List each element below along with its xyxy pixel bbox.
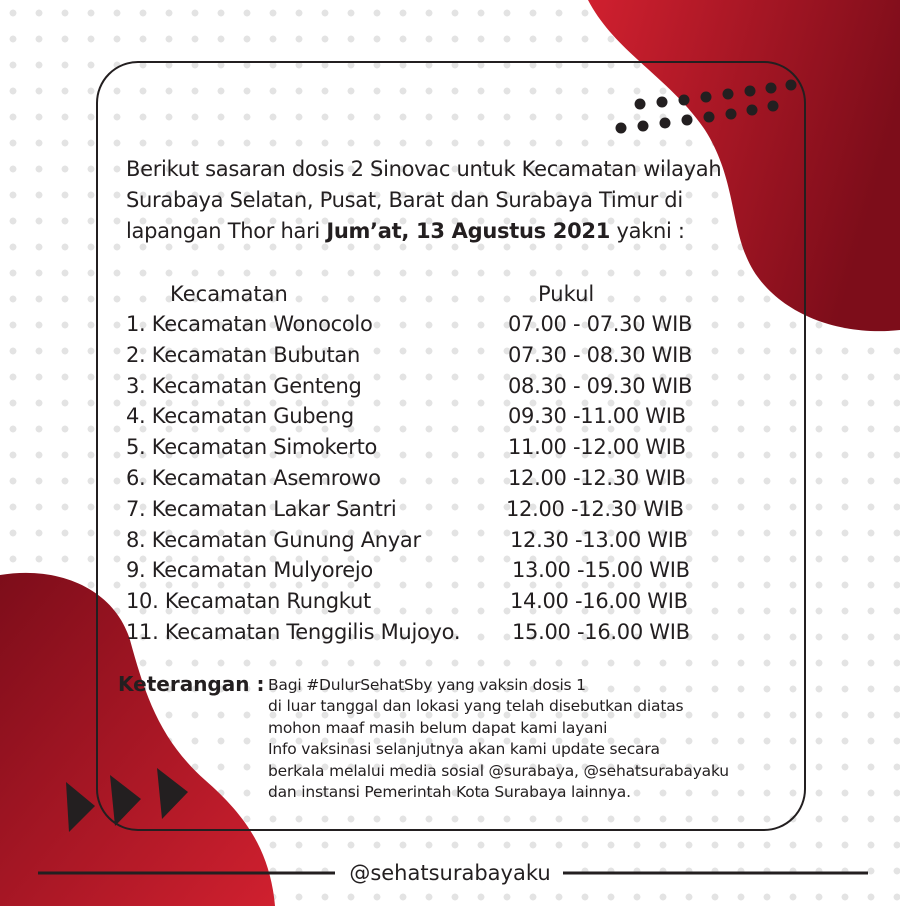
kecamatan-name: 10. Kecamatan Rungkut: [126, 589, 371, 614]
column-header-kecamatan: Kecamatan: [170, 282, 288, 306]
table-row: [126, 401, 746, 432]
time-slot: 07.30 - 08.30 WIB: [508, 342, 693, 367]
time-slot: 14.00 -16.00 WIB: [510, 589, 688, 614]
footer-handle-text: @sehatsurabayaku: [337, 861, 562, 885]
note-line: Info vaksinasi selanjutnya akan kami update secara: [268, 740, 660, 759]
table-row: [126, 555, 746, 586]
table-row: [126, 586, 746, 617]
time-slot: 07.00 - 07.30 WIB: [508, 312, 693, 336]
time-slot: 12.00 -12.30 WIB: [508, 466, 686, 490]
note-line: di luar tanggal dan lokasi yang telah disebutkan diatas: [268, 697, 684, 716]
kecamatan-name: 6. Kecamatan Asemrowo: [126, 466, 381, 490]
table-row: [126, 432, 746, 463]
kecamatan-name: 8. Kecamatan Gunung Anyar: [126, 527, 421, 552]
kecamatan-name: 1. Kecamatan Wonocolo: [126, 312, 373, 336]
kecamatan-name: 2. Kecamatan Bubutan: [126, 342, 360, 367]
table-row: [126, 525, 746, 556]
time-slot: 12.30 -13.00 WIB: [510, 527, 688, 552]
intro-paragraph: [126, 154, 766, 247]
intro-date: Jum’at, 13 Agustus 2021: [326, 219, 611, 243]
column-header-pukul: Pukul: [538, 282, 595, 306]
kecamatan-name: 11. Kecamatan Tenggilis Mujoyo.: [126, 620, 461, 644]
time-slot: 12.00 -12.30 WIB: [506, 496, 684, 521]
time-slot: 09.30 -11.00 WIB: [508, 404, 686, 429]
kecamatan-name: 7. Kecamatan Lakar Santri: [126, 496, 397, 521]
table-row: [126, 463, 746, 494]
note-line: dan instansi Pemerintah Kota Surabaya lainnya.: [268, 783, 631, 802]
note-line: Bagi #DulurSehatSby yang vaksin dosis 1: [268, 676, 586, 694]
time-slot: 08.30 - 09.30 WIB: [508, 373, 693, 398]
kecamatan-name: 5. Kecamatan Simokerto: [126, 435, 378, 460]
intro-text-end: yakni :: [610, 219, 685, 243]
table-row: [126, 309, 746, 340]
time-slot: 11.00 -12.00 WIB: [508, 435, 686, 460]
note-line: mohon maaf masih belum dapat kami layani: [268, 718, 608, 737]
time-slot: 15.00 -16.00 WIB: [512, 620, 690, 644]
kecamatan-name: 3. Kecamatan Genteng: [126, 373, 362, 398]
footer-handle: [0, 858, 900, 888]
table-row: [126, 340, 746, 371]
table-row: [126, 617, 746, 648]
note-label: Keterangan :: [118, 672, 265, 696]
kecamatan-name: 4. Kecamatan Gubeng: [126, 404, 354, 429]
table-row: [126, 371, 746, 402]
kecamatan-name: 9. Kecamatan Mulyorejo: [126, 558, 373, 583]
intro-text: Berikut sasaran dosis 2 Sinovac untuk Kecamatan wilayah Surabaya Selatan, Pusat, Barat dan Surabaya Timur di lapangan Thor hari: [126, 157, 722, 243]
table-row: [126, 494, 746, 525]
note-text: [268, 675, 788, 803]
time-slot: 13.00 -15.00 WIB: [512, 558, 690, 583]
note-line: berkala melalui media sosial @surabaya, @sehatsurabayaku: [268, 761, 729, 780]
